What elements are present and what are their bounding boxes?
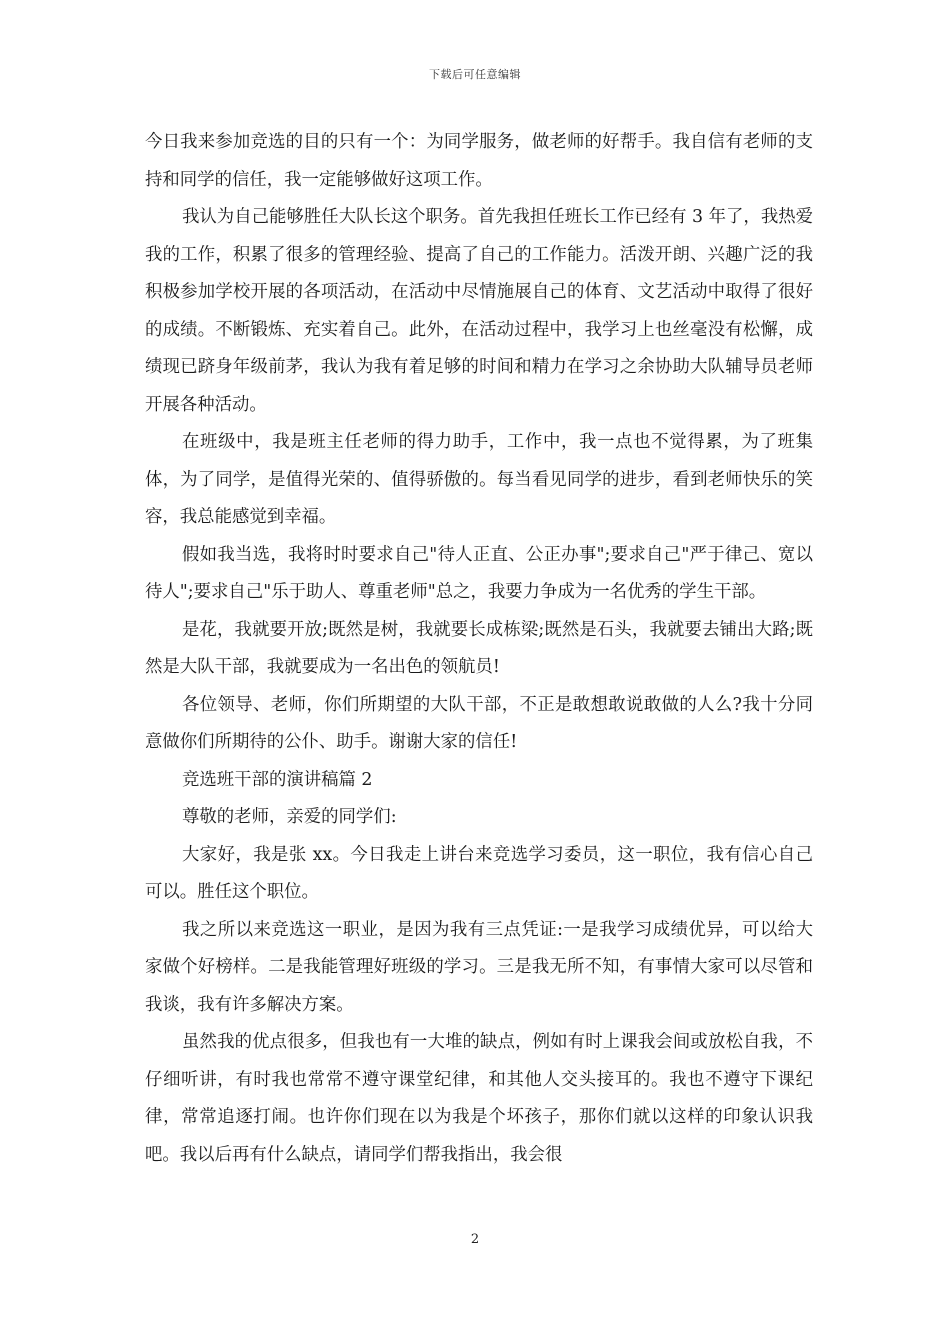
- salutation: 尊敬的老师，亲爱的同学们:: [182, 807, 397, 827]
- document-body: [145, 124, 813, 1174]
- section-heading: 竞选班干部的演讲稿篇 2: [182, 769, 373, 790]
- paragraph-2: 我认为自己能够胜任大队长这个职务。首先我担任班长工作已经有 3 年了，我热爱我的工作，积累了很多的管理经验、提高了自己的工作能力。活泼开朗、兴趣广泛的我积极参加学校开展的各项活动，在活动中尽情施展自己的体育、文艺活动中取得了很好的成绩。不断锻炼、充实着自己。此外，在活动过程中，我学习上也丝毫没有松懈，成绩现已跻身年级前茅，我认为我有着足够的时间和精力在学习之余协助大队辅导员老师开展各种活动。: [145, 207, 813, 415]
- paragraph-3: 在班级中，我是班主任老师的得力助手，工作中，我一点也不觉得累，为了班集体，为了同学，是值得光荣的、值得骄傲的。每当看见同学的进步，看到老师快乐的笑容，我总能感觉到幸福。: [145, 432, 813, 527]
- paragraph-1: 今日我来参加竞选的目的只有一个：为同学服务，做老师的好帮手。我自信有老师的支持和同学的信任，我一定能够做好这项工作。: [145, 132, 813, 190]
- paragraph-8: 我之所以来竞选这一职业，是因为我有三点凭证:一是我学习成绩优异，可以给大家做个好榜样。二是我能管理好班级的学习。三是我无所不知，有事情大家可以尽管和我谈，我有许多解决方案。: [145, 919, 813, 1015]
- page-header: 下载后可任意编辑: [429, 68, 521, 81]
- paragraph-4: 假如我当选，我将时时要求自己"待人正直、公正办事";要求自己"严于律己、宽以待人";要求自己"乐于助人、尊重老师"总之，我要力争成为一名优秀的学生干部。: [145, 544, 813, 602]
- page-number: 2: [470, 1232, 480, 1247]
- paragraph-7: 大家好，我是张 xx。今日我走上讲台来竞选学习委员，这一职位，我有信心自己可以。胜任这个职位。: [145, 844, 813, 902]
- paragraph-9: 虽然我的优点很多，但我也有一大堆的缺点，例如有时上课我会间或放松自我，不仔细听讲，有时我也常常不遵守课堂纪律，和其他人交头接耳的。我也不遵守下课纪律，常常追逐打闹。也许你们现在以为我是个坏孩子，那你们就以这样的印象认识我吧。我以后再有什么缺点，请同学们帮我指出，我会很: [145, 1032, 813, 1165]
- paragraph-6: 各位领导、老师，你们所期望的大队干部，不正是敢想敢说敢做的人么?我十分同意做你们所期待的公仆、助手。谢谢大家的信任!: [145, 694, 813, 752]
- paragraph-5: 是花，我就要开放;既然是树，我就要长成栋梁;既然是石头，我就要去铺出大路;既然是大队干部，我就要成为一名出色的领航员!: [145, 619, 813, 677]
